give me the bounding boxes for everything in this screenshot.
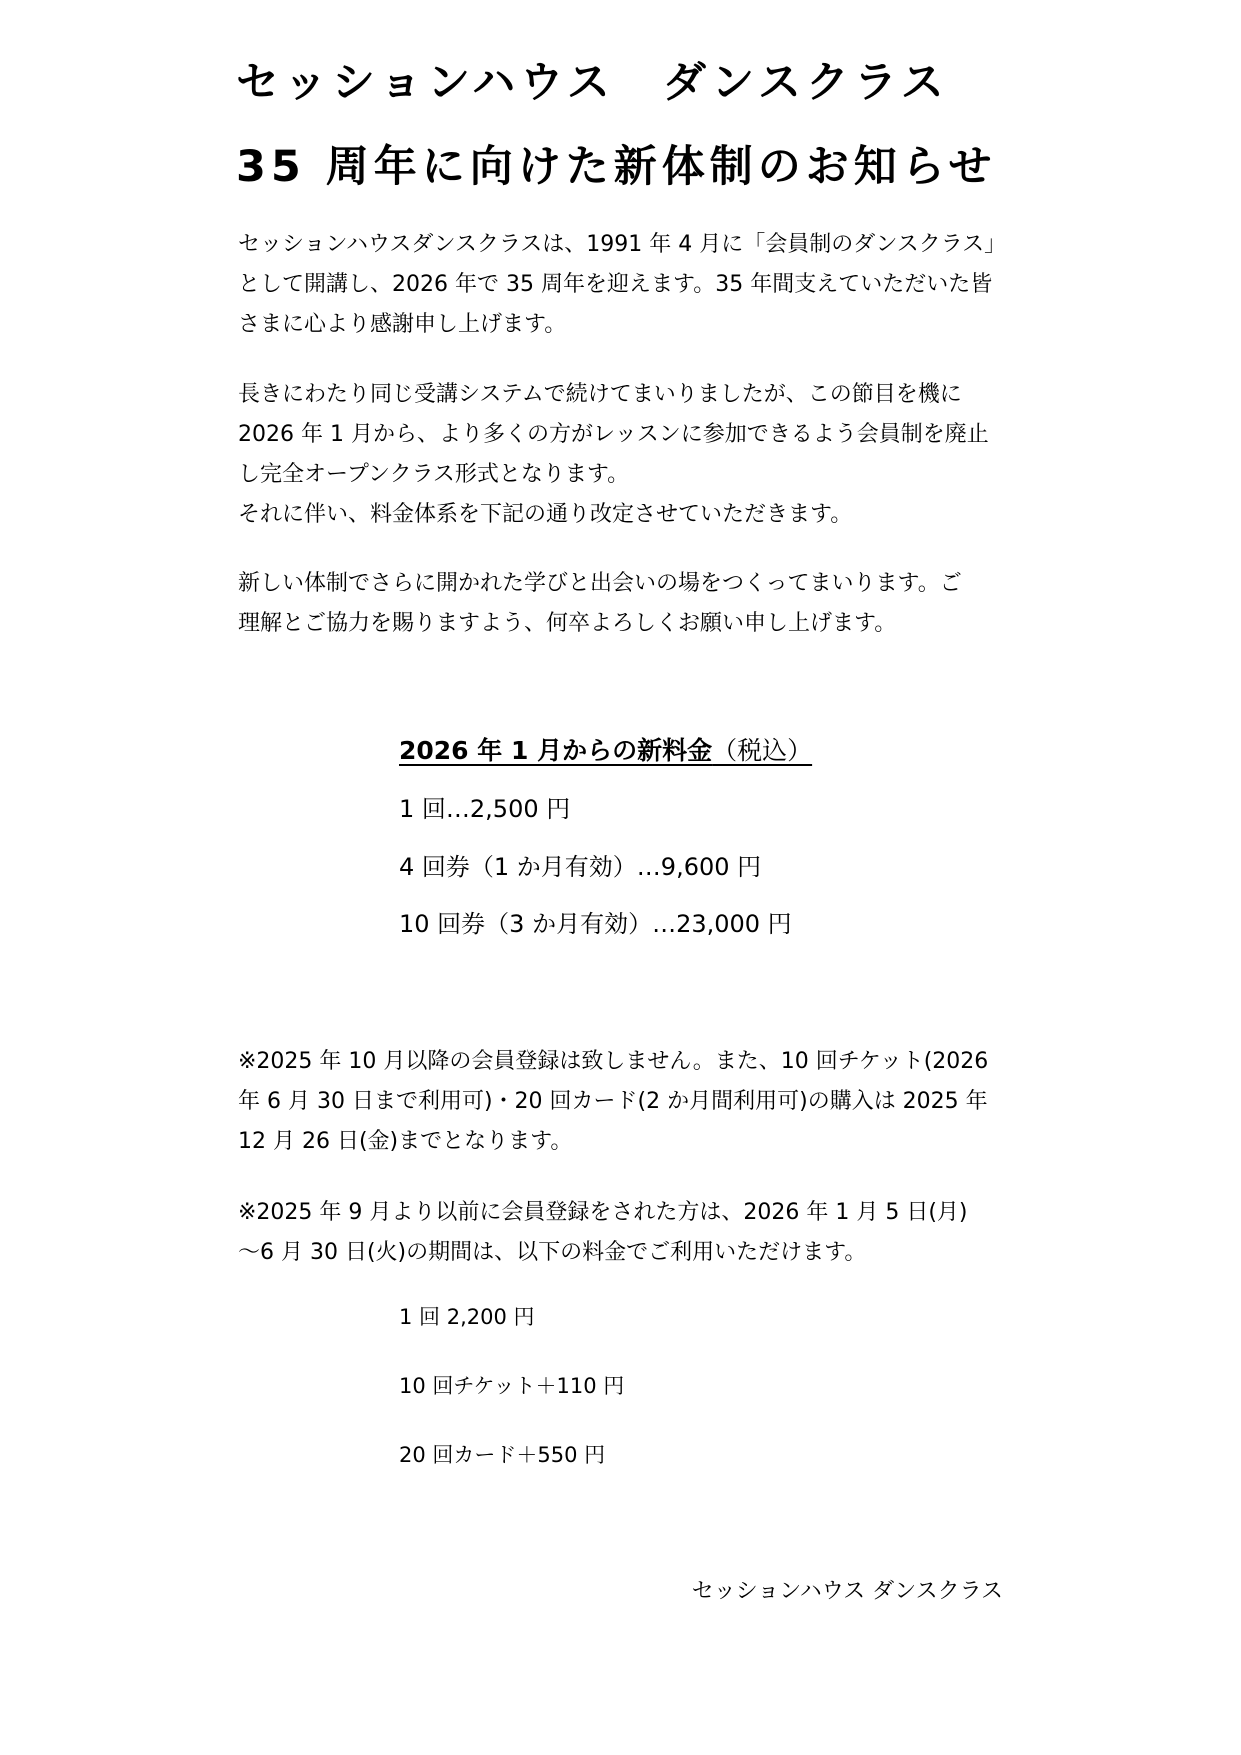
text-line: セッションハウスダンスクラスは、1991 年 4 月に「会員制のダンスクラス」 xyxy=(238,232,1007,257)
text-line: さまに心より感謝申し上げます。 xyxy=(238,312,567,337)
text-line: として開講し、2026 年で 35 周年を迎えます。35 年間支えていただいた皆 xyxy=(238,272,993,297)
note-existing-members xyxy=(238,1193,1028,1273)
intro-paragraph-2 xyxy=(238,375,1028,535)
note-registration xyxy=(238,1042,1028,1162)
price-4-class-ticket: 4 回券（1 か月有効）…9,600 円 xyxy=(399,853,762,881)
intro-paragraph-3 xyxy=(238,564,1028,644)
text-line: ※2025 年 9 月より以前に会員登録をされた方は、2026 年 1 月 5 日(月) xyxy=(238,1200,968,1225)
price-single-class: 1 回…2,500 円 xyxy=(399,795,571,823)
pricing-heading xyxy=(399,738,812,763)
text-line: し完全オープンクラス形式となります。 xyxy=(238,462,630,487)
text-line: 新しい体制でさらに開かれた学びと出会いの場をつくってまいります。ご xyxy=(238,571,962,596)
text-line: ※2025 年 10 月以降の会員登録は致しません。また、10 回チケット(2026 xyxy=(238,1049,989,1074)
pricing-heading-tax-note: （税込） xyxy=(712,736,813,765)
pricing-heading-main: 2026 年 1 月からの新料金 xyxy=(399,736,713,765)
text-line: 長きにわたり同じ受講システムで続けてまいりましたが、この節目を機に xyxy=(238,382,962,407)
text-line: 2026 年 1 月から、より多くの方がレッスンに参加できるよう会員制を廃止 xyxy=(238,422,989,447)
member-price-single: 1 回 2,200 円 xyxy=(399,1305,535,1329)
price-10-class-ticket: 10 回券（3 か月有効）…23,000 円 xyxy=(399,910,792,938)
text-line: 理解とご協力を賜りますよう、何卒よろしくお願い申し上げます。 xyxy=(238,611,897,636)
text-line: それに伴い、料金体系を下記の通り改定させていただきます。 xyxy=(238,502,853,527)
document-title-line-2: 35 周年に向けた新体制のお知らせ xyxy=(236,142,997,192)
text-line: 年 6 月 30 日まで利用可)・20 回カード(2 か月間利用可)の購入は 2025 年 xyxy=(238,1089,988,1114)
text-line: ～6 月 30 日(火)の期間は、以下の料金でご利用いただけます。 xyxy=(238,1240,867,1265)
text-line: 12 月 26 日(金)までとなります。 xyxy=(238,1129,573,1154)
member-price-10-ticket: 10 回チケット＋110 円 xyxy=(399,1374,625,1398)
intro-paragraph-1 xyxy=(238,225,1028,345)
signature: セッションハウス ダンスクラス xyxy=(691,1579,1003,1604)
document-title-line-1: セッションハウス ダンスクラス xyxy=(236,58,949,108)
member-price-20-card: 20 回カード＋550 円 xyxy=(399,1443,606,1467)
